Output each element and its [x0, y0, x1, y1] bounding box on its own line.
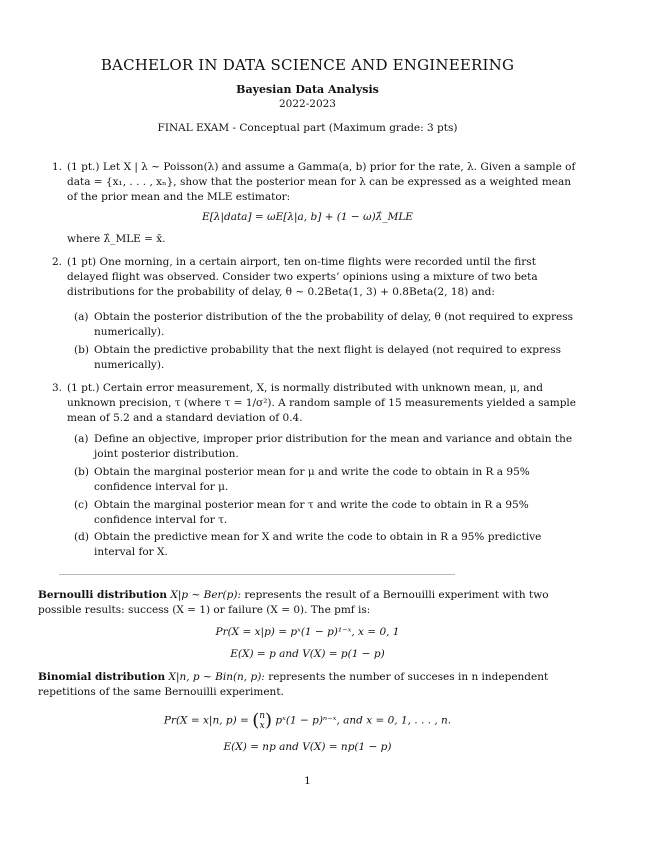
subquestion-2b [74, 343, 579, 373]
page-number: 1 [304, 775, 311, 787]
subquestion-label: (a) [74, 433, 89, 445]
question-1 [52, 160, 579, 205]
subquestion-text: Obtain the marginal posterior mean for τ and write the code to obtain in R a 95% confidence interval for τ. [94, 499, 529, 526]
question-2 [52, 255, 579, 300]
subquestion-label: (b) [74, 344, 89, 356]
exam-heading: FINAL EXAM - Conceptual part (Maximum grade: 3 pts) [157, 122, 458, 134]
definition-term: Binomial distribution [38, 671, 166, 683]
subquestion-text: Define an objective, improper prior distribution for the mean and variance and obtain the joint posterior distribution. [94, 433, 573, 460]
question-number: 1. [52, 161, 63, 173]
definition-notation: X|n, p ∼ Bin(n, p): [168, 671, 265, 683]
question-number: 3. [52, 382, 63, 394]
bernoulli-definition [38, 588, 580, 618]
mle-note: where λ̂_MLE = x̄. [67, 233, 166, 245]
page-title: BACHELOR IN DATA SCIENCE AND ENGINEERING [100, 56, 515, 74]
binomial-definition [38, 670, 580, 700]
equation-left: Pr(X = x|n, p) = [163, 714, 249, 727]
subquestion-3b [74, 465, 579, 495]
subquestion-2a [74, 310, 579, 340]
subquestion-label: (d) [74, 531, 89, 543]
subquestion-text: Obtain the posterior distribution of the the probability of delay, θ (not required to express numerically). [94, 311, 574, 338]
subquestion-label: (b) [74, 466, 89, 478]
subquestion-3a [74, 432, 579, 462]
definition-term: Bernoulli distribution [38, 589, 168, 601]
equation-right: pˣ(1 − p)ⁿ⁻ˣ, and x = 0, 1, . . . , n. [275, 714, 452, 727]
definition-text: represents the number of succeses in n independent repetitions of the same Bernouilli experiment. [38, 671, 549, 698]
subquestion-text: Obtain the predictive probability that the next flight is delayed (not required to express numerically). [94, 344, 561, 371]
binom-top: n [259, 711, 266, 721]
binomial-coefficient: (n x) [252, 710, 273, 731]
bernoulli-moments-equation: E(X) = p and V(X) = p(1 − p) [230, 648, 385, 660]
definition-text: represents the result of a Bernouilli experiment with two possible results: success (X = 1) or failure (X = 0). The pmf is: [38, 589, 549, 616]
subquestion-text: Obtain the marginal posterior mean for μ and write the code to obtain in R a 95% confidence interval for μ. [94, 466, 530, 493]
question-3 [52, 381, 579, 426]
subquestion-3d [74, 530, 579, 560]
posterior-mean-equation: E[λ|data] = ωE[λ|a, b] + (1 − ω)λ̂_MLE [202, 211, 413, 223]
section-divider [59, 574, 455, 575]
question-text: (1 pt) One morning, in a certain airport, ten on-time flights were recorded until the first delayed flight was observed. Consider two experts’ opinions using a mixture of two beta distributions for the probability of delay, θ ∼ 0.2Beta(1, 3) + 0.8Beta(2, 18) and: [67, 256, 538, 298]
question-text: (1 pt.) Certain error measurement, X, is normally distributed with unknown mean, μ, and unknown precision, τ (where τ = 1/σ²). A random sample of 15 measurements yielded a sample mean of 5.2 and a standard deviation of 0.4. [67, 382, 577, 424]
subquestion-3c [74, 498, 579, 528]
binomial-moments-equation: E(X) = np and V(X) = np(1 − p) [223, 741, 392, 753]
question-text: (1 pt.) Let X | λ ∼ Poisson(λ) and assume a Gamma(a, b) prior for the rate, λ. Given a sample of data = {x₁, . . . , xₙ}, show that the posterior mean for λ can be expressed as a weighted mean of the prior mean and the MLE estimator: [67, 161, 576, 203]
academic-year: 2022-2023 [279, 98, 336, 110]
question-number: 2. [52, 256, 63, 268]
binomial-pmf-equation [0, 710, 615, 731]
subquestion-label: (c) [74, 499, 89, 511]
binom-bottom: x [259, 721, 265, 731]
bernoulli-pmf-equation: Pr(X = x|p) = pˣ(1 − p)¹⁻ˣ, x = 0, 1 [215, 626, 400, 638]
subquestion-label: (a) [74, 311, 89, 323]
definition-notation: X|p ∼ Ber(p): [170, 589, 241, 601]
subquestion-text: Obtain the predictive mean for X and write the code to obtain in R a 95% predictive interval for X. [94, 531, 542, 558]
course-name: Bayesian Data Analysis [236, 83, 379, 96]
